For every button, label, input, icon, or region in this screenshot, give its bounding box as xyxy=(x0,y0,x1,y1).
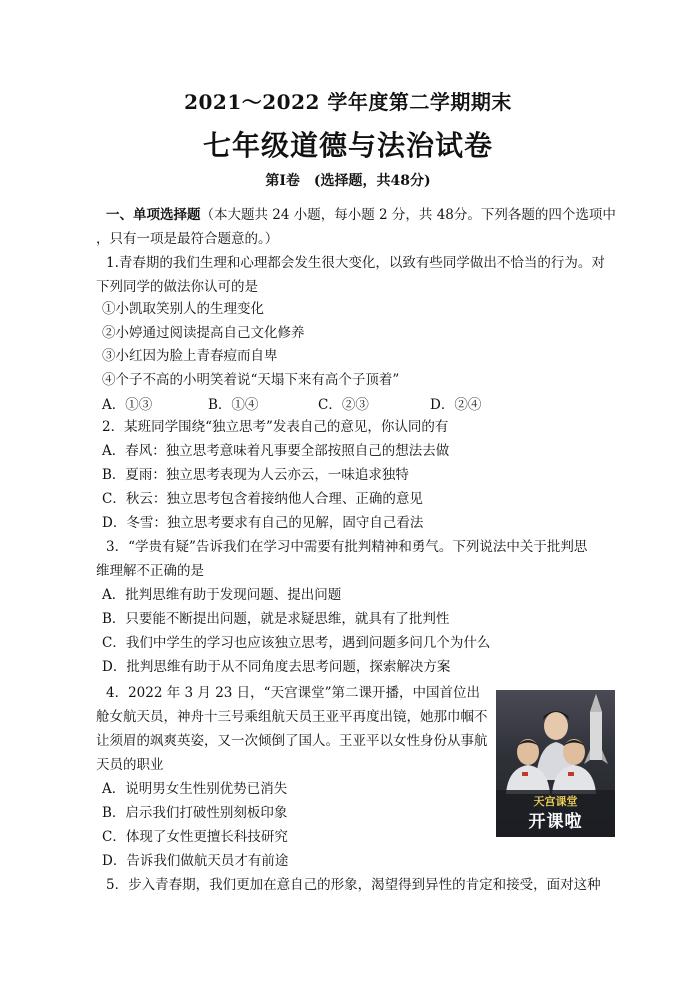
q1-item-2: ②小婷通过阅读提高自己文化修养 xyxy=(102,325,305,341)
q4-option-d[interactable]: D．告诉我们做航天员才有前途 xyxy=(102,853,289,869)
q2-option-d[interactable]: D．冬雪：独立思考要求有自己的见解，固守自己看法 xyxy=(102,515,424,531)
astronaut-face-icon xyxy=(563,739,585,765)
q3-option-d[interactable]: D．批判思维有助于从不同角度去思考问题，探索解决方案 xyxy=(102,659,451,675)
q2-option-b[interactable]: B．夏雨：独立思考表现为人云亦云，一味追求独特 xyxy=(102,467,409,483)
q4-option-b[interactable]: B．启示我们打破性别刻板印象 xyxy=(102,805,288,821)
q1-stem-line1: 1.青春期的我们生理和心理都会发生很大变化，以致有些同学做出不恰当的行为。对 xyxy=(106,255,605,271)
q4-stem-line2: 舱女航天员，神舟十三号乘组航天员王亚平再度出镜，她那巾帼不 xyxy=(96,709,488,725)
q1-option-c[interactable]: C．②③ xyxy=(318,397,369,413)
exam-title: 七年级道德与法治试卷 xyxy=(202,129,493,162)
photo-caption-main: 开课啦 xyxy=(528,812,583,832)
q1-options xyxy=(102,393,502,413)
astronaut-face-icon xyxy=(517,739,539,765)
q4-stem-line3: 让须眉的飒爽英姿，又一次倾倒了国人。王亚平以女性身份从事航 xyxy=(96,733,488,749)
q4-stem-line1: 4．2022 年 3 月 23 日，“天宫课堂”第二课开播，中国首位出 xyxy=(106,685,480,701)
q4-option-a[interactable]: A．说明男女生性别优势已消失 xyxy=(102,781,288,797)
q2-option-c[interactable]: C．秋云：独立思考包含着接纳他人合理、正确的意见 xyxy=(102,491,423,507)
q5-stem-line1: 5．步入青春期，我们更加在意自己的形象，渴望得到异性的肯定和接受，面对这种 xyxy=(106,877,601,893)
q1-option-d[interactable]: D．②④ xyxy=(430,397,482,413)
q1-item-3: ③小红因为脸上青春痘而自卑 xyxy=(102,348,278,364)
tiangong-classroom-photo xyxy=(496,690,615,837)
q1-option-b[interactable]: B．①④ xyxy=(208,397,259,413)
astronaut-face-icon xyxy=(544,712,568,740)
q3-option-b[interactable]: B．只要能不断提出问题，就是求疑思维，就具有了批判性 xyxy=(102,611,450,627)
part1-heading: 一、单项选择题 xyxy=(106,207,201,223)
q2-stem: 2．某班同学围绕“独立思考”发表自己的意见，你认同的有 xyxy=(102,419,449,435)
q4-stem-line4: 天员的职业 xyxy=(96,757,164,773)
q1-stem-line2: 下列同学的做法你认可的是 xyxy=(96,279,258,295)
q2-option-a[interactable]: A．春风：独立思考意味着凡事要全部按照自己的想法去做 xyxy=(102,443,450,459)
part1-intro: （本大题共 24 小题，每小题 2 分，共 48分。下列各题的四个选项中 xyxy=(200,207,616,223)
photo-caption-title: 天宫课堂 xyxy=(533,795,578,808)
q3-stem-line2: 维理解不正确的是 xyxy=(96,563,204,579)
exam-year-line: 2021～2022 学年度第二学期期末 xyxy=(184,90,512,114)
part1-intro-cont: ，只有一项是最符合题意的。） xyxy=(96,231,279,247)
q4-option-c[interactable]: C．体现了女性更擅长科技研究 xyxy=(102,829,288,845)
q1-item-4: ④个子不高的小明笑着说“天塌下来有高个子顶着” xyxy=(102,372,400,388)
part1-heading-line xyxy=(106,205,616,225)
q3-option-c[interactable]: C．我们中学生的学习也应该独立思考，遇到问题多问几个为什么 xyxy=(102,635,491,651)
q1-option-a[interactable]: A．①③ xyxy=(102,397,153,413)
q1-item-1: ①小凯取笑别人的生理变化 xyxy=(102,301,264,317)
section-title: 第Ⅰ卷 (选择题，共48分) xyxy=(265,173,431,189)
q3-option-a[interactable]: A．批判思维有助于发现问题、提出问题 xyxy=(102,587,342,603)
q3-stem-line1: 3．“学贵有疑”告诉我们在学习中需要有批判精神和勇气。下列说法中关于批判思 xyxy=(106,539,588,555)
